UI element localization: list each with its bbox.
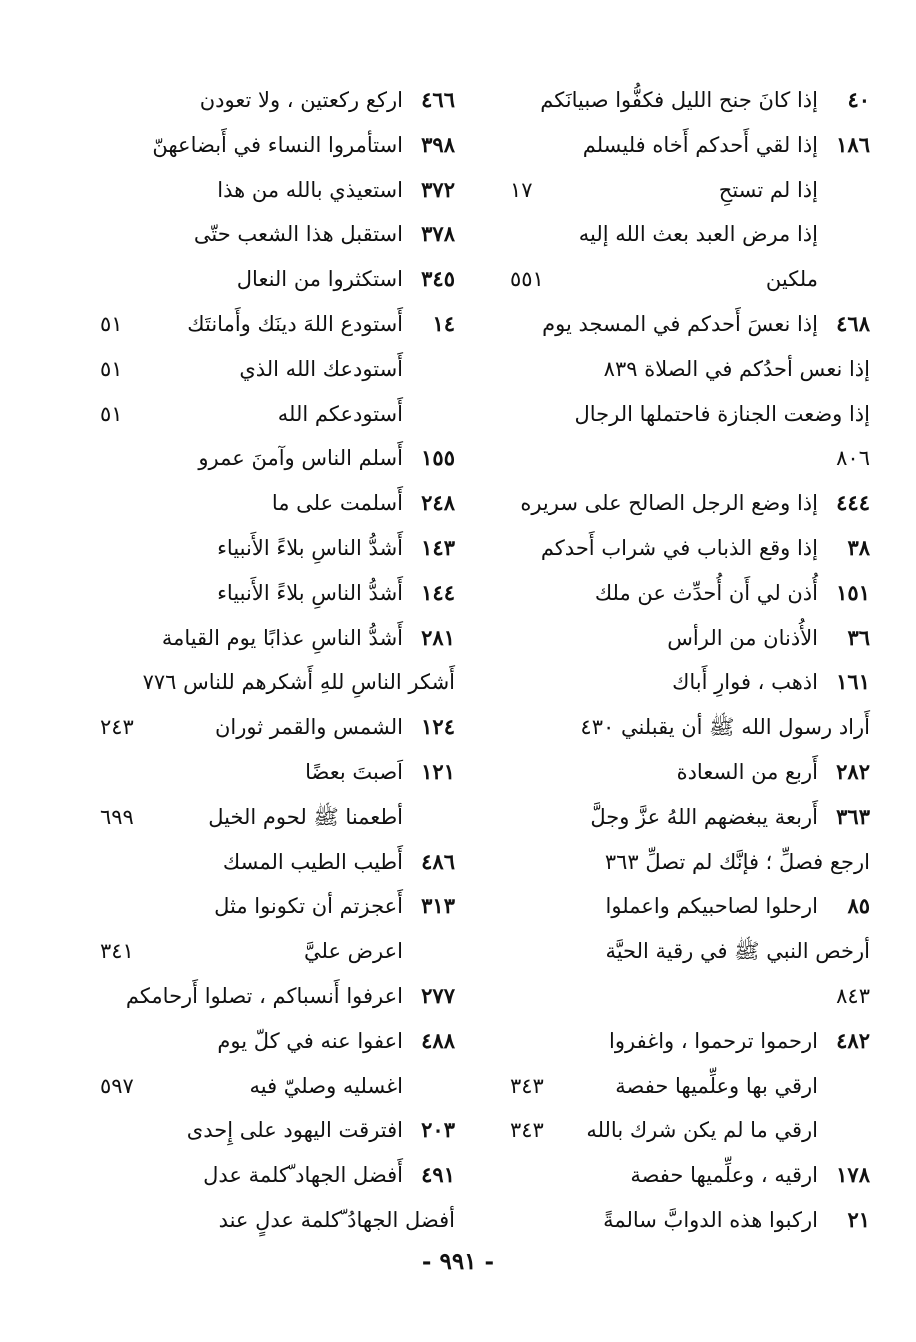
index-entry [100,123,455,168]
entry-page-ref: ٥٥١ [510,267,544,292]
entry-text: ارقي بها وعلِّميها حفصة [615,1073,818,1098]
index-entry [510,526,870,571]
entry-text: إذا وضع الرجل الصالح على سريره [520,491,818,516]
entry-page-ref: ١٧ [510,177,533,202]
entry-text: افترقت اليهود على إِحدى [186,1118,403,1143]
entry-text: أَراد رسول الله ﷺ أن يقبلني ٤٣٠ [580,715,870,740]
entry-text: أطعمنا ﷺ لحوم الخيل [208,804,403,829]
entry-text: أرخص النبي ﷺ في رقية الحيَّة [605,939,870,964]
entry-text: ارقيه ، وعلِّميها حفصة [630,1163,818,1188]
entry-number: ١٨٦ [836,131,870,157]
entry-text: أَشدُّ الناسِ بلاءً الأَنبياء [217,580,403,605]
entry-text: أَشدُّ الناسِ بلاءً الأَنبياء [217,535,403,560]
entry-number: ٣٤٥ [421,266,455,292]
entry-text: اعرض عليَّ [303,939,403,964]
entry-number: ١٢١ [421,758,455,784]
entry-number: ٤٨٦ [421,848,455,874]
entry-number: ٤٦٦ [421,87,455,112]
entry-text: ارقي ما لم يكن شرك بالله [586,1118,818,1143]
index-entry [510,840,870,885]
index-entry [510,257,870,302]
index-entry [510,705,870,750]
entry-text: أَطيب الطيب المسك [222,849,403,874]
entry-number: ٢١ [847,1206,870,1232]
entry-number: ٤٤٤ [836,490,870,516]
index-entry [100,78,455,123]
entry-text: إذا لم تستحِ [718,177,818,202]
index-entry [100,795,455,840]
entry-text: ٨٤٣ [836,983,870,1008]
entry-number: ٣١٣ [421,893,455,919]
entry-number: ٢٨٢ [836,758,870,784]
entry-text: أَشدُّ الناسِ عذابًا يوم القيامة [161,625,403,650]
entry-number: ٢٧٧ [421,982,455,1008]
entry-number: ٣٧٢ [421,176,455,202]
index-entry [100,884,455,929]
entry-text: ارحلوا لصاحبيكم واعملوا [605,894,818,919]
entry-page-ref: ٣٤٣ [510,1073,544,1098]
index-entry [100,526,455,571]
entry-text: أُذن لي أَن أُحدِّث عن ملك [594,580,818,605]
entry-text: ٨٠٦ [836,446,870,471]
entry-number: ٤٠ [847,87,870,112]
entry-number: ٣٩٨ [421,131,455,157]
index-entry [100,1064,455,1109]
entry-text: أَستودعكم الله [277,401,403,426]
entry-text: اعفوا عنه في كلّ يوم [217,1028,403,1053]
entry-number: ٤٨٨ [421,1027,455,1053]
entry-number: ١٦١ [836,669,870,695]
entry-text: اذهب ، فوارِ أَباك [672,670,818,695]
index-entry [510,481,870,526]
index-entry [100,1198,455,1243]
entry-page-ref: ٣٤٣ [510,1118,544,1143]
index-entry [100,571,455,616]
entry-page-ref: ٥١ [100,401,123,426]
index-entry [510,660,870,705]
entry-number: ٤٨٢ [836,1027,870,1053]
index-entry [100,974,455,1019]
entry-page-ref: ٣٤١ [100,939,134,964]
index-entry [100,347,455,392]
index-entry [510,750,870,795]
entry-number: ٢٠٣ [421,1117,455,1143]
entry-number: ٣٦٣ [836,803,870,829]
entry-text: أَعجزتم أن تكونوا مثل [214,894,403,919]
index-entry [100,212,455,257]
index-entry [510,571,870,616]
entry-number: ٤٩١ [421,1162,455,1188]
index-entry [510,795,870,840]
index-entry [100,750,455,795]
entry-number: ٤٦٨ [836,310,870,336]
entry-text: اركبوا هذه الدوابَّ سالمةً [603,1207,818,1232]
index-entry [510,123,870,168]
left-column [100,78,455,1243]
index-entry [510,78,870,123]
index-entry [510,212,870,257]
entry-text: اغسليه وصليّ فيه [249,1073,403,1098]
entry-text: أَستودع اللهَ دينَك وأَمانتَك [187,311,403,336]
index-entry [510,1153,870,1198]
entry-number: ١٤٤ [421,579,455,605]
index-entry [510,616,870,661]
index-entry [510,302,870,347]
index-entry [510,1198,870,1243]
entry-page-ref: ٥١ [100,311,123,336]
index-entry [510,884,870,929]
entry-number: ٣٨ [847,534,870,560]
index-entry [100,840,455,885]
index-entry [510,929,870,974]
entry-text: إذا نعسَ أَحدكم في المسجد يوم [542,311,818,336]
index-entry [100,168,455,213]
entry-number: ١٤ [432,310,455,336]
entry-number: ١٤٣ [421,534,455,560]
entry-number: ١٧٨ [836,1162,870,1188]
index-entry [510,347,870,392]
entry-number: ١٢٤ [421,714,455,740]
index-entry [100,1153,455,1198]
entry-number: ٨٥ [847,893,870,919]
entry-text: إذا نعس أحدُكم في الصلاة ٨٣٩ [603,356,870,381]
entry-text: إذا وضعت الجنازة فاحتملها الرجال [574,401,870,426]
entry-page-ref: ٦٩٩ [100,804,134,829]
entry-text: استقبل هذا الشعب حتّى [193,222,403,247]
entry-text: ملكين [765,267,818,292]
index-entry [510,392,870,437]
entry-text: إذا مرض العبد بعث الله إليه [578,222,818,247]
entry-page-ref: ٢٤٣ [100,715,134,740]
entry-text: اركع ركعتين ، ولا تعودن [199,88,403,112]
entry-number: ٢٨١ [421,624,455,650]
entry-text: إذا لقي أَحدكم أَخاه فليسلم [582,132,818,157]
index-entry [100,660,455,705]
entry-text: استأمروا النساء في أَبضاعهنّ [152,132,403,157]
entry-text: اعرفوا أَنسباكم ، تصلوا أَرحامكم [125,983,403,1008]
entry-text: أَربع من السعادة [676,759,818,784]
index-entry [510,436,870,481]
entry-number: ١٥١ [836,579,870,605]
entry-text: أَسلم الناس وآمنَ عمرو [198,446,403,471]
index-entry [510,1108,870,1153]
entry-number: ٣٦ [847,624,870,650]
entry-number: ٢٤٨ [421,490,455,516]
entry-text: أَسلمت على ما [271,491,403,516]
index-entry [510,974,870,1019]
entry-page-ref: ٥٩٧ [100,1073,134,1098]
entry-text: الشمس والقمر ثوران [214,715,403,740]
index-entry [510,1019,870,1064]
entry-text: استعيذي بالله من هذا [217,177,403,202]
entry-text: ارجع فصلِّ ؛ فإنَّك لم تصلِّ ٣٦٣ [604,849,870,874]
index-entry [100,436,455,481]
entry-text: إذا كانَ جنح الليل فكفُّوا صبيانَكم [540,88,818,112]
entry-number: ٣٧٨ [421,221,455,247]
right-column [510,78,870,1243]
page-number: - ٩٩١ - [421,1248,495,1275]
index-entry [100,616,455,661]
entry-number: ١٥٥ [421,445,455,471]
index-entry [100,1019,455,1064]
index-entry [100,392,455,437]
index-entry [100,302,455,347]
entry-text: أفضل الجهادُ ّكلمة عدلٍ عند [218,1207,455,1232]
index-entry [100,929,455,974]
entry-text: استكثروا من النعال [236,267,403,292]
entry-page-ref: ٥١ [100,356,123,381]
entry-text: أَشكر الناسِ للهِ أَشكرهم للناس ٧٧٦ [142,670,455,695]
index-entry [510,168,870,213]
entry-text: ارحموا ترحموا ، واغفروا [609,1028,818,1053]
index-entry [100,1108,455,1153]
entry-text: أَستودعك الله الذي [239,356,403,381]
index-entry [510,1064,870,1109]
entry-text: اَصبتَ بعضًا [305,759,403,784]
entry-text: إذا وقع الذباب في شراب أَحدكم [540,535,818,560]
index-entry [100,481,455,526]
index-entry [100,257,455,302]
entry-text: أَربعة يبغضهم اللهُ عزَّ وجلَّ [590,804,818,829]
entry-text: أَفضل الجهاد ّكلمة عدل [203,1163,403,1188]
index-entry [100,705,455,750]
entry-text: الأُذنان من الرأس [667,625,818,650]
